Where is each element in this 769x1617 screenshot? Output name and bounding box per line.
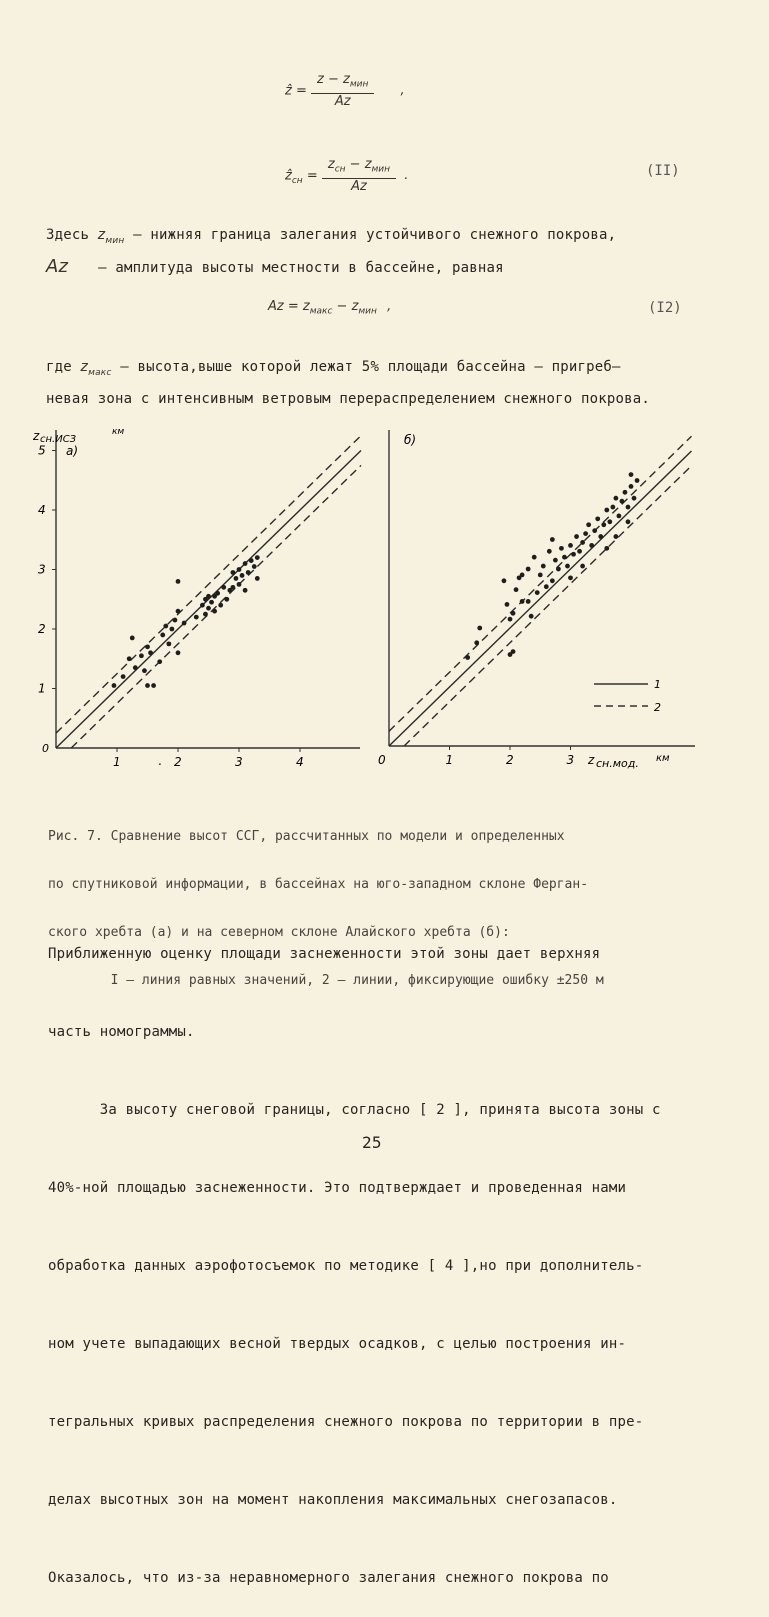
panel-b-point: [613, 534, 618, 539]
panel-b-point: [635, 478, 640, 483]
panel-a-point: [243, 561, 248, 566]
body-line: обработка данных аэрофотосъемок по методике [ 4 ],но при дополнитель-: [48, 1258, 644, 1274]
panel-a-point: [255, 555, 260, 560]
chart-panel-a: [32, 427, 361, 769]
formula-3-tail: ,: [387, 299, 392, 314]
para1-line2: – амплитуда высоты местности в бассейне, равная: [98, 259, 504, 276]
panel-a-origin: 0: [42, 742, 49, 755]
body-text: [48, 889, 661, 1617]
z-maks-sub: макс: [88, 367, 112, 378]
panel-a-point: [212, 594, 217, 599]
panel-a-line-solid: [56, 451, 361, 749]
az-symbol: Az: [46, 255, 69, 277]
panel-b-point: [562, 555, 567, 560]
panel-a-ytick-label: 5: [38, 443, 46, 458]
figure-7: [0, 420, 769, 800]
panel-b-point: [617, 514, 622, 519]
panel-b-xtick-label: 3: [566, 753, 575, 767]
z-min-sub: мин: [105, 235, 125, 246]
panel-b-point: [574, 534, 579, 539]
paragraph-zmaks: [46, 354, 746, 412]
panel-b-line-dashed: [389, 436, 692, 731]
panel-a-point: [243, 588, 248, 593]
legend-label-2: 2: [654, 701, 661, 714]
panel-b-point: [535, 590, 540, 595]
panel-b-point: [559, 546, 564, 551]
panel-b-point: [604, 508, 609, 513]
panel-b-point: [508, 617, 513, 622]
legend-label-1: 1: [654, 678, 661, 691]
body-line: тегральных кривых распределения снежного покрова по территории в пре-: [48, 1414, 644, 1430]
panel-a-xtick-label: 4: [296, 755, 304, 769]
panel-b-point: [514, 587, 519, 592]
panel-a-xtick-label: 3: [235, 755, 243, 769]
panel-a-ylabel-unit: км: [112, 427, 125, 437]
formula-2-lhs: ẑ: [285, 168, 292, 184]
body-line: Оказалось, что из-за неравномерного залегания снежного покрова по: [48, 1570, 609, 1586]
panel-b-point: [626, 519, 631, 524]
panel-a-point: [112, 683, 117, 688]
panel-a-point: [231, 570, 236, 575]
panel-b-point: [477, 626, 482, 631]
panel-b-point: [520, 599, 525, 604]
para2-line2: невая зона с интенсивным ветровым перераспределением снежного покрова.: [46, 390, 651, 407]
chart-panel-b: [378, 430, 695, 770]
formula-3-lhs: Az = z: [268, 299, 310, 314]
panel-b-point: [547, 549, 552, 554]
panel-a-point: [151, 683, 156, 688]
formula-3-sub2: мин: [358, 306, 377, 317]
panel-b-point: [520, 573, 525, 578]
panel-b-xlabel-unit: км: [656, 753, 670, 764]
panel-a-ytick-label: 2: [38, 622, 46, 636]
panel-a-point: [176, 579, 181, 584]
panel-b-point: [544, 584, 549, 589]
panel-b-point: [592, 528, 597, 533]
panel-a-point: [130, 636, 135, 641]
formula-2-tail: .: [404, 168, 409, 184]
caption-line-3: ского хребта (а) и на северном склоне Алайского хребта (б):: [48, 925, 510, 940]
panel-a-point: [148, 650, 153, 655]
panel-a-ytick-label: 1: [38, 681, 46, 696]
page-number: 25: [362, 1133, 382, 1152]
panel-b-point: [610, 505, 615, 510]
panel-b-point: [632, 496, 637, 501]
panel-b-xtick-label: 2: [506, 753, 514, 767]
panel-a-point: [166, 641, 171, 646]
formula-3-sub1: макс: [309, 306, 333, 317]
paragraph-definitions: [46, 222, 726, 281]
panel-b-point: [583, 531, 588, 536]
panel-a-point: [246, 570, 251, 575]
panel-a-point: [203, 612, 208, 617]
panel-a-xtick-label: 2: [174, 755, 182, 769]
body-line: 40%-ной площадью заснеженности. Это подтверждает и проведенная нами: [48, 1180, 627, 1196]
panel-a-point: [200, 603, 205, 608]
panel-a-point: [234, 576, 239, 581]
panel-b-point: [620, 499, 625, 504]
panel-b-origin: 0: [378, 753, 386, 767]
panel-b-point: [607, 519, 612, 524]
panel-a-ytick-label: 3: [38, 562, 46, 577]
formula-2-denominator: Az: [351, 178, 367, 194]
panel-b-point: [511, 611, 516, 616]
panel-a-ylabel-sub: сн.ИСЗ: [40, 434, 77, 445]
panel-b-legend: [594, 678, 661, 714]
panel-b-point: [565, 564, 570, 569]
body-line: За высоту снеговой границы, согласно [ 2 ], принята высота зоны с: [48, 1102, 661, 1118]
panel-a-point: [176, 609, 181, 614]
panel-b-xtick-label: 1: [445, 753, 454, 767]
panel-a-point: [249, 558, 254, 563]
equation-number-12: (I2): [648, 300, 682, 316]
para2-line1-end: – высота,выше которой лежат 5% площади бассейна – пригреб–: [111, 359, 621, 375]
panel-b-point: [595, 516, 600, 521]
body-line: Приближенную оценку площади заснеженности этой зоны дает верхняя: [48, 946, 601, 962]
formula-2-num-sub2: мин: [371, 164, 391, 175]
panel-a-point: [240, 573, 245, 578]
formula-1-numerator-sub: мин: [349, 79, 369, 90]
caption-line-2: по спутниковой информации, в бассейнах на юго-западном склоне Ферган-: [48, 877, 589, 892]
body-line: делах высотных зон на момент накопления максимальных снегозапасов.: [48, 1492, 618, 1508]
panel-a-point: [209, 600, 214, 605]
panel-a-xtick-label: 1: [113, 755, 121, 769]
panel-b-point: [598, 534, 603, 539]
panel-a-point: [182, 621, 187, 626]
panel-a-point: [163, 624, 168, 629]
panel-b-point: [526, 599, 531, 604]
formula-2-num-z: z: [327, 157, 335, 172]
panel-a-point: [133, 665, 138, 670]
caption-line-1: Рис. 7. Сравнение высот ССГ, рассчитанных по модели и определенных: [48, 829, 565, 844]
panel-a-point: [203, 597, 208, 602]
panel-b-point: [556, 567, 561, 572]
formula-1-lhs: ẑ =: [285, 83, 307, 99]
panel-a-label: а): [66, 444, 79, 458]
panel-b-point: [601, 522, 606, 527]
panel-a-point: [176, 650, 181, 655]
panel-b-point: [586, 522, 591, 527]
panel-a-point: [206, 606, 211, 611]
panel-b-point: [529, 614, 534, 619]
panel-b-point: [532, 555, 537, 560]
para1-line1-end: – нижняя граница залегания устойчивого снежного покрова,: [124, 227, 617, 243]
panel-a-point: [194, 615, 199, 620]
panel-b-point: [553, 558, 558, 563]
panel-a-point: [142, 668, 147, 673]
panel-a-point: [224, 597, 229, 602]
panel-b-point: [629, 472, 634, 477]
panel-a-point: [157, 659, 162, 664]
panel-b-point: [580, 540, 585, 545]
formula-3-mid: − z: [332, 299, 359, 314]
panel-a-ytick-label: 4: [38, 503, 46, 517]
panel-a-point: [170, 627, 175, 632]
equation-number-11: (II): [646, 163, 680, 179]
formula-1-denominator: Az: [334, 93, 351, 109]
panel-b-point: [604, 546, 609, 551]
panel-b-point: [541, 564, 546, 569]
panel-b-point: [626, 505, 631, 510]
panel-b-point: [550, 537, 555, 542]
panel-b-point: [568, 575, 573, 580]
panel-a-point: [255, 576, 260, 581]
panel-a-point: [145, 644, 150, 649]
panel-a-point: [145, 683, 150, 688]
panel-a-point: [212, 609, 217, 614]
para1-line1-start: Здесь: [46, 227, 98, 243]
panel-a-point: [237, 582, 242, 587]
formula-1-tail: ,: [400, 83, 405, 99]
panel-a-point: [127, 656, 132, 661]
panel-a-dot: .: [158, 754, 162, 768]
panel-b-point: [623, 490, 628, 495]
panel-b-point: [511, 649, 516, 654]
para2-line1-start: где: [46, 359, 81, 375]
panel-b-label: б): [404, 433, 417, 447]
caption-line-4: I – линия равных значений, 2 – линии, фиксирующие ошибку ±250 м: [48, 973, 604, 988]
panel-b-point: [580, 564, 585, 569]
formula-2-eq: =: [306, 168, 318, 184]
panel-a-point: [121, 674, 126, 679]
panel-b-point: [505, 602, 510, 607]
panel-b-point: [589, 543, 594, 548]
panel-b-point: [629, 484, 634, 489]
panel-a-point: [173, 618, 178, 623]
panel-b-point: [568, 543, 573, 548]
panel-b-point: [526, 567, 531, 572]
panel-b-point: [571, 552, 576, 557]
panel-a-ylabel-z: z: [33, 429, 40, 443]
panel-a-point: [160, 633, 165, 638]
panel-a-point: [218, 603, 223, 608]
body-line: ном учете выпадающих весной твердых осадков, с целью построения ин-: [48, 1336, 627, 1352]
panel-b-line-solid: [389, 451, 692, 746]
formula-3: [268, 299, 391, 317]
panel-a-point: [237, 567, 242, 572]
body-line: часть номограммы.: [48, 1024, 195, 1040]
panel-b-point: [474, 640, 479, 645]
formula-1-numerator: z − z: [317, 72, 350, 87]
z-maks-symbol: z: [80, 359, 89, 375]
panel-b-point: [538, 573, 543, 578]
panel-b-point: [465, 655, 470, 660]
panel-b-line-dashed: [404, 466, 691, 746]
formula-1: [285, 72, 405, 110]
panel-a-line-dashed: [56, 436, 361, 734]
formula-2-lhs-sub: сн: [291, 175, 303, 186]
panel-a-point: [221, 585, 226, 590]
panel-a-point: [231, 585, 236, 590]
formula-2-num-mid: − z: [345, 157, 372, 172]
panel-b-xlabel-z: z: [588, 753, 595, 767]
panel-a-line-dashed: [71, 465, 361, 748]
panel-b-point: [502, 578, 507, 583]
panel-b-point: [550, 578, 555, 583]
formula-2-num-sub1: сн: [334, 164, 346, 175]
panel-a-point: [252, 564, 257, 569]
panel-b-point: [613, 496, 618, 501]
formula-2: [285, 157, 408, 195]
panel-a-point: [139, 653, 144, 658]
panel-b-point: [577, 549, 582, 554]
z-min-symbol: z: [97, 227, 106, 243]
panel-b-xlabel-sub: сн.мод.: [596, 757, 639, 770]
